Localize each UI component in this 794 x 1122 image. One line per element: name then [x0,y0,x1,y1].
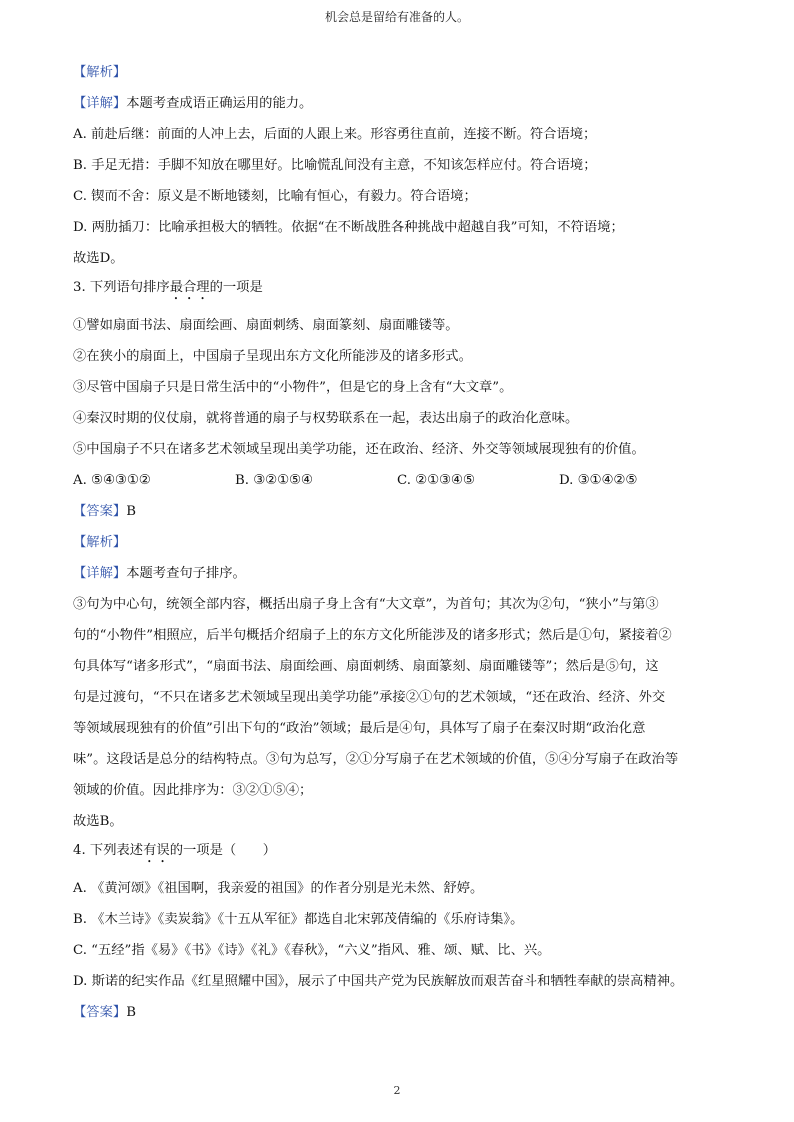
q4-option-b: B. 《木兰诗》《卖炭翁》《十五从军征》都选自北宋郭茂倩编的《乐府诗集》。 [73,912,524,927]
q3-option-b: B. ③②①⑤④ [235,473,313,488]
q2-detail: 【详解】本题考查成语正确运用的能力。 [73,96,313,111]
page-content [73,64,733,1021]
analysis-tag: 【解析】 [73,65,127,80]
q3-option-c: C. ②①③④⑤ [397,473,475,488]
q2-conclusion: 故选D。 [73,251,124,266]
q3-analysis-tag: 【解析】 [73,535,127,550]
q3-sentence-3: ③尽管中国扇子只是日常生活中的“小物件”，但是它的身上含有“大文章”。 [73,380,513,395]
q3-explanation-line: 句的“小物件”相照应，后半句概括介绍扇子上的东方文化所能涉及的诸多形式；然后是①句，紧接着② [73,628,672,643]
q3-sentence-4: ④秦汉时期的仪仗扇，就将普通的扇子与权势联系在一起，表达出扇子的政治化意味。 [73,411,579,426]
q2-option-b-analysis: B. 手足无措：手脚不知放在哪里好。比喻慌乱间没有主意，不知该怎样应付。符合语境； [73,158,597,173]
q3-conclusion: 故选B。 [73,814,123,829]
q3-options [73,472,733,489]
q3-stem: 3. 下列语句排序最合理的一项是 [73,280,263,295]
q3-sentence-2: ②在狭小的扇面上，中国扇子呈现出东方文化所能涉及的诸多形式。 [73,349,472,364]
q3-detail: 【详解】本题考查句子排序。 [73,566,246,581]
q3-sentence-5: ⑤中国扇子不只在诸多艺术领域呈现出美学功能，还在政治、经济、外交等领域展现独有的价值。 [73,442,645,457]
q4-option-a: A. 《黄河颂》《祖国啊，我亲爱的祖国》的作者分别是光未然、舒婷。 [73,881,484,896]
q3-option-d: D. ③①④②⑤ [559,473,638,488]
q4-stem: 4. 下列表述有误的一项是（ ） [73,843,277,858]
q3-explanation-line: 味”。这段话是总分的结构特点。③句为总写，②①分写扇子在艺术领域的价值，⑤④分写扇子在政治等 [73,752,679,767]
q4-option-d: D. 斯诺的纪实作品《红星照耀中国》，展示了中国共产党为民族解放而艰苦奋斗和牺牲奉献的崇高精神。 [73,974,684,989]
page-header-motto: 机会总是留给有准备的人。 [324,10,469,24]
q3-explanation-line: 等领域展现独有的价值”引出下句的“政治”领域；最后是④句，具体写了扇子在秦汉时期“政治化意 [73,721,646,736]
q3-explanation-line: 句具体写“诸多形式”，“扇面书法、扇面绘画、扇面刺绣、扇面篆刻、扇面雕镂等”；然后是⑤句，这 [73,659,659,674]
q4-option-c: C. “五经”指《易》《书》《诗》《礼》《春秋》，“六义”指风、雅、颂、赋、比、兴。 [73,943,551,958]
q3-explanation-line: ③句为中心句，统领全部内容，概括出扇子身上含有“大文章”，为首句；其次为②句，“狭小”与第③ [73,597,659,612]
q3-explanation-line: 句是过渡句，“不只在诸多艺术领域呈现出美学功能”承接②①句的艺术领域，“还在政治、经济、外交 [73,690,666,705]
page-number: 2 [393,1084,401,1097]
q2-option-d-analysis: D. 两肋插刀：比喻承担极大的牺牲。依据“在不断战胜各种挑战中超越自我”可知，不符语境； [73,220,624,235]
q3-option-a: A. ⑤④③①② [73,473,151,488]
q2-option-c-analysis: C. 锲而不舍：原义是不断地镂刻，比喻有恒心，有毅力。符合语境； [73,189,477,204]
q3-answer: 【答案】B [73,504,136,519]
q2-option-a-analysis: A. 前赴后继：前面的人冲上去，后面的人跟上来。形容勇往直前，连接不断。符合语境； [73,127,597,142]
q4-answer: 【答案】B [73,1005,136,1020]
q3-explanation-line: 领域的价值。因此排序为：③②①⑤④； [73,783,313,798]
q3-sentence-1: ①譬如扇面书法、扇面绘画、扇面刺绣、扇面篆刻、扇面雕镂等。 [73,318,459,333]
